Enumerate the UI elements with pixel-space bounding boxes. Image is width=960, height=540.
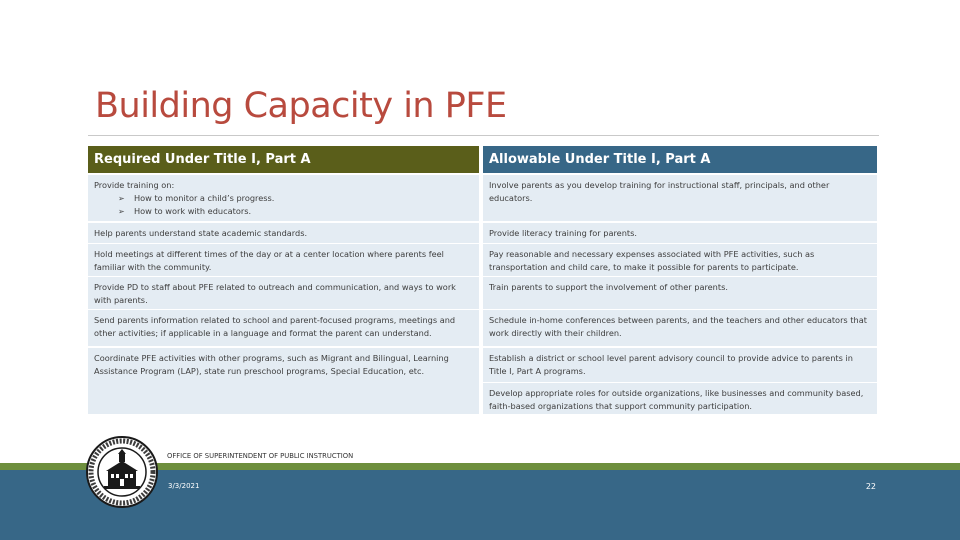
cell-text: How to monitor a child’s progress.	[134, 193, 275, 204]
page-number: 22	[865, 482, 876, 491]
allowable-cell-roles	[483, 383, 877, 414]
list-item	[94, 192, 473, 205]
cell-text: Provide PD to staff about PFE related to outreach and communication, and ways to work with parents.	[94, 282, 456, 306]
title-divider	[88, 135, 879, 136]
office-name: OFFICE OF SUPERINTENDENT OF PUBLIC INSTRUCTION	[167, 452, 354, 460]
cell-text: Train parents to support the involvement of other parents.	[489, 282, 728, 292]
required-cell-pd	[88, 277, 479, 309]
required-cell-training	[88, 175, 479, 221]
cell-text: Provide literacy training for parents.	[489, 228, 637, 238]
cell-text: Pay reasonable and necessary expenses associated with PFE activities, such as transportation and child care, to make it possible for parents to participate.	[489, 249, 815, 273]
ospi-seal-icon	[86, 436, 158, 508]
required-cell-coordinate	[88, 348, 479, 414]
cell-text: Hold meetings at different times of the day or at a center location where parents feel familiar with the community.	[94, 249, 444, 273]
page-title: Building Capacity in PFE	[95, 86, 507, 126]
allowable-cell-expenses	[483, 244, 877, 276]
cell-text: Send parents information related to school and parent-focused programs, meetings and other activities; if applicable in a language and format the parent can understand.	[94, 315, 456, 339]
allowable-cell-involve	[483, 175, 877, 221]
arrow-bullet-icon: ➢	[118, 194, 125, 204]
column-header-allowable: Allowable Under Title I, Part A	[483, 146, 877, 173]
cell-text: How to work with educators.	[134, 206, 252, 217]
required-cell-meetings	[88, 244, 479, 276]
cell-text: Establish a district or school level parent advisory council to provide advice to parents in Title I, Part A programs.	[489, 353, 853, 377]
allowable-cell-conferences	[483, 310, 877, 346]
required-cell-standards	[88, 223, 479, 243]
allowable-cell-council	[483, 348, 877, 382]
cell-text: Schedule in-home conferences between parents, and the teachers and other educators that work directly with their children.	[489, 315, 867, 339]
cell-text: Help parents understand state academic standards.	[94, 228, 308, 238]
slide-date: 3/3/2021	[168, 482, 200, 490]
required-cell-information	[88, 310, 479, 346]
cell-text: Coordinate PFE activities with other programs, such as Migrant and Bilingual, Learning Assistance Program (LAP), state run preschool programs, Special Education, etc.	[94, 353, 449, 377]
cell-text: Develop appropriate roles for outside organizations, like businesses and community based, faith-based organizations that support community participation.	[489, 388, 864, 412]
cell-text: Provide training on:	[94, 180, 175, 190]
list-item	[94, 205, 473, 218]
arrow-bullet-icon: ➢	[118, 207, 125, 217]
allowable-cell-train	[483, 277, 877, 309]
column-header-required: Required Under Title I, Part A	[88, 146, 479, 173]
cell-text: Involve parents as you develop training for instructional staff, principals, and other educators.	[489, 180, 830, 204]
allowable-cell-literacy	[483, 223, 877, 243]
